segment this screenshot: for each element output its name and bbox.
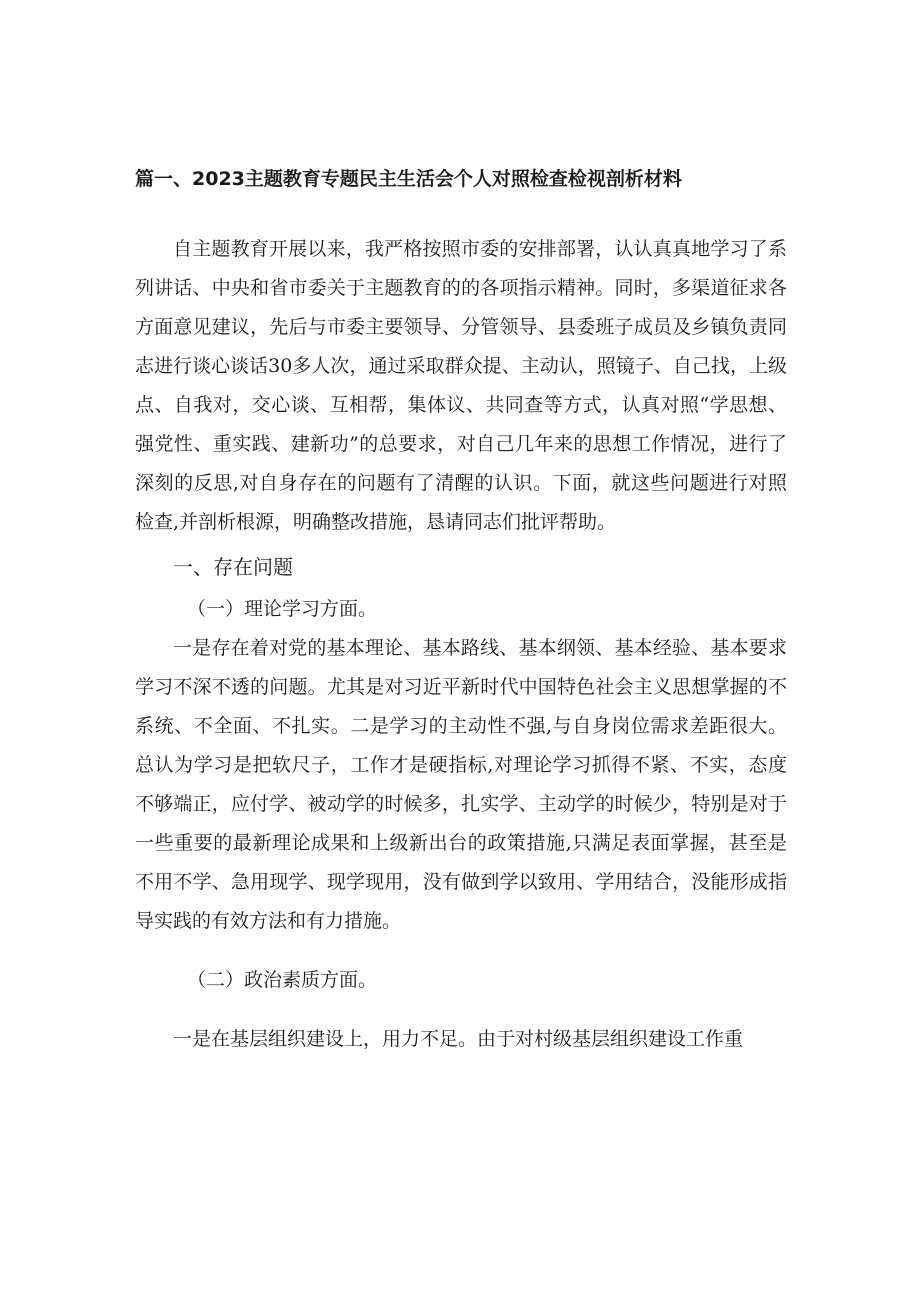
subsection-heading-theory: （一）理论学习方面。	[187, 598, 378, 620]
document-title: 篇一、2023主题教育专题民主生活会个人对照检查检视剖析材料	[135, 168, 682, 190]
subsection-heading-politics: （二）政治素质方面。	[187, 969, 378, 991]
section-heading-problems: 一、存在问题	[173, 555, 293, 579]
politics-paragraph: 一是在基层组织建设上，用力不足。由于对村级基层组织建设工作重	[173, 1028, 744, 1050]
theory-paragraph: 一是存在着对党的基本理论、基本路线、基本纲领、基本经验、基本要求学习不深不透的问题。尤其是对习近平新时代中国特色社会主义思想掌握的不系统、不全面、不扎实。二是学习的主动性不强,与自身岗位需求差距很大。总认为学习是把软尺子，工作才是硬指标,对理论学习抓得不紧、不实，态度不够端正，应付学、被动学的时候多，扎实学、主动学的时候少，特别是对于一些重要的最新理论成果和上级新出台的政策措施,只满足表面掌握，甚至是不用不学、急用现学、现学现用，没有做到学以致用、学用结合，没能形成指导实践的有效方法和有力措施。	[135, 637, 787, 932]
intro-paragraph: 自主题教育开展以来，我严格按照市委的安排部署，认认真真地学习了系列讲话、中央和省市委关于主题教育的的各项指示精神。同时，多渠道征求各方面意见建议，先后与市委主要领导、分管领导、县委班子成员及乡镇负责同志进行谈心谈话30多人次，通过采取群众提、主动认，照镜子、自己找，上级点、自我对，交心谈、互相帮，集体议、共同查等方式，认真对照“学思想、强党性、重实践、建新功”的总要求，对自己几年来的思想工作情况，进行了深刻的反思,对自身存在的问题有了清醒的认识。下面，就这些问题进行对照检查,并剖析根源，明确整改措施，恳请同志们批评帮助。	[135, 238, 787, 533]
document-body	[135, 230, 787, 1059]
